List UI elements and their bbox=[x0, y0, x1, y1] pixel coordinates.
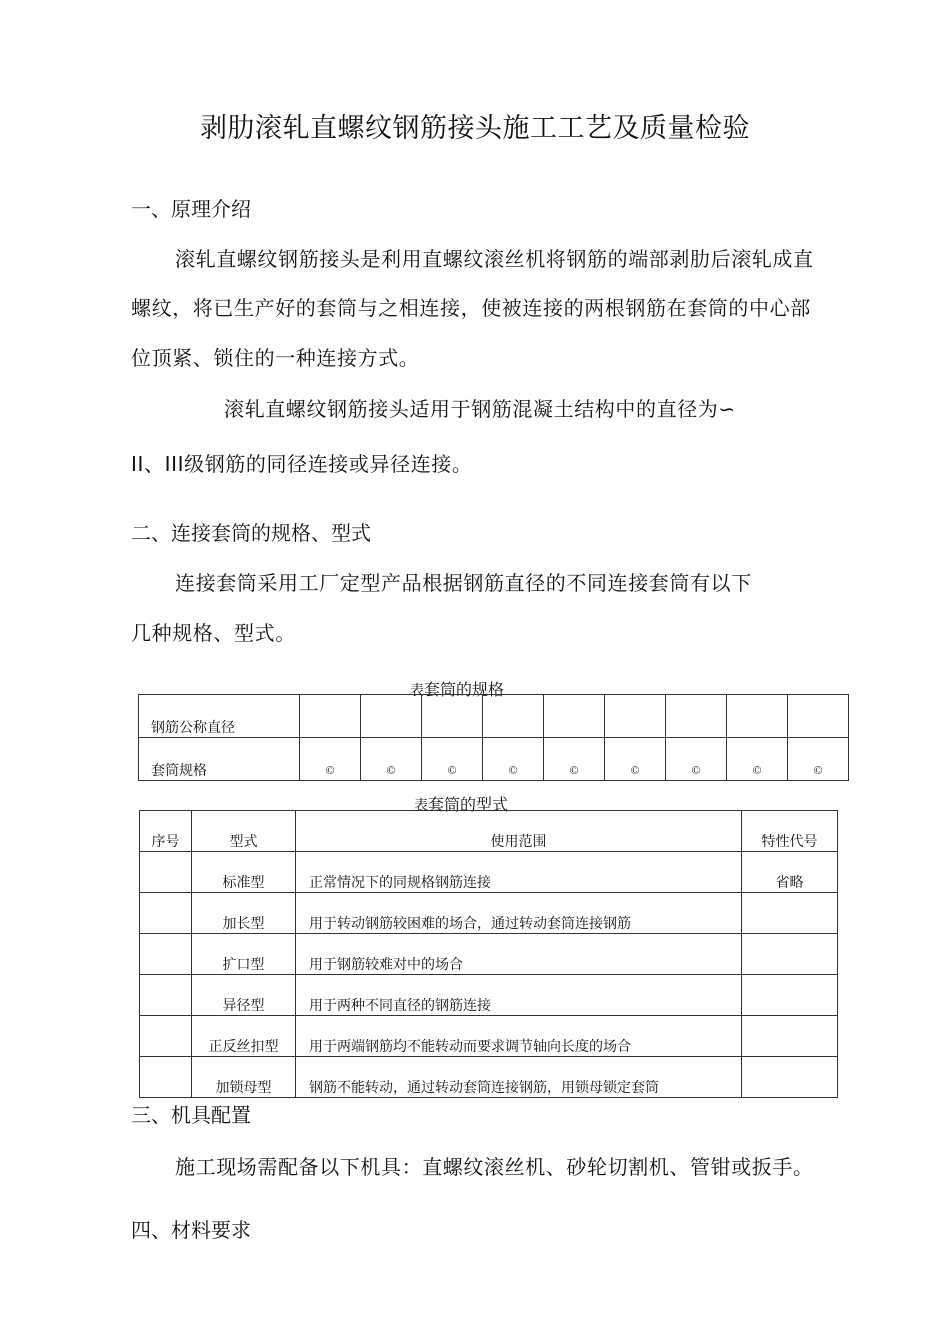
sleeve-spec-table bbox=[138, 694, 849, 781]
table-cell: 正反丝扣型 bbox=[192, 1016, 296, 1057]
table-caption-text: 套筒的型式 bbox=[428, 795, 509, 814]
table-cell: © bbox=[605, 738, 666, 781]
section-heading-sleeve-spec: 二、连接套筒的规格、型式 bbox=[131, 521, 371, 545]
table-header-row bbox=[140, 811, 838, 852]
table-cell bbox=[361, 695, 422, 738]
table-cell: © bbox=[666, 738, 727, 781]
table-cell: 省略 bbox=[742, 852, 838, 893]
table-cell bbox=[727, 695, 788, 738]
table-cell: 扩口型 bbox=[192, 934, 296, 975]
table-cell bbox=[140, 934, 192, 975]
table-cell bbox=[300, 695, 361, 738]
paragraph-line: II、III级钢筋的同径连接或异径连接。 bbox=[131, 452, 473, 476]
row-label: 钢筋公称直径 bbox=[139, 695, 300, 738]
table-caption-prefix: 表 bbox=[410, 683, 424, 699]
table-caption-prefix: 表 bbox=[414, 798, 428, 814]
column-header: 使用范围 bbox=[296, 811, 742, 852]
section-heading-equipment: 三、机具配置 bbox=[131, 1103, 251, 1127]
table-cell bbox=[140, 1057, 192, 1098]
table-cell bbox=[140, 893, 192, 934]
table-cell bbox=[544, 695, 605, 738]
paragraph-line: 滚轧直螺纹钢筋接头是利用直螺纹滚丝机将钢筋的端部剥肋后滚轧成直 bbox=[175, 247, 814, 271]
table-cell bbox=[483, 695, 544, 738]
table-row bbox=[140, 975, 838, 1016]
column-header: 特性代号 bbox=[742, 811, 838, 852]
table-row bbox=[140, 852, 838, 893]
table-cell bbox=[605, 695, 666, 738]
table-cell: 正常情况下的同规格钢筋连接 bbox=[296, 852, 742, 893]
table-cell bbox=[742, 893, 838, 934]
table-row bbox=[139, 738, 849, 781]
table-cell bbox=[140, 975, 192, 1016]
table-cell bbox=[742, 934, 838, 975]
table-cell: © bbox=[788, 738, 849, 781]
column-header: 型式 bbox=[192, 811, 296, 852]
table-cell: 加锁母型 bbox=[192, 1057, 296, 1098]
table-cell: © bbox=[422, 738, 483, 781]
table-cell bbox=[666, 695, 727, 738]
table-cell bbox=[140, 852, 192, 893]
table-row bbox=[140, 1057, 838, 1098]
table-cell: 加长型 bbox=[192, 893, 296, 934]
table-cell: © bbox=[544, 738, 605, 781]
section-heading-materials: 四、材料要求 bbox=[131, 1218, 251, 1242]
column-header: 序号 bbox=[140, 811, 192, 852]
table-row bbox=[140, 934, 838, 975]
table-cell: 用于钢筋较难对中的场合 bbox=[296, 934, 742, 975]
table-cell: © bbox=[361, 738, 422, 781]
paragraph-line: 滚轧直螺纹钢筋接头适用于钢筋混凝土结构中的直径为∽ bbox=[224, 397, 736, 421]
table-cell bbox=[742, 975, 838, 1016]
table-cell: © bbox=[727, 738, 788, 781]
section-heading-principle: 一、原理介绍 bbox=[131, 197, 251, 221]
table-cell: © bbox=[300, 738, 361, 781]
paragraph-line: 位顶紧、锁住的一种连接方式。 bbox=[131, 346, 420, 370]
table-cell bbox=[742, 1016, 838, 1057]
table-cell: 用于两种不同直径的钢筋连接 bbox=[296, 975, 742, 1016]
table-cell bbox=[788, 695, 849, 738]
table-row bbox=[140, 893, 838, 934]
table-cell: 用于两端钢筋均不能转动而要求调节轴向长度的场合 bbox=[296, 1016, 742, 1057]
table-cell: 异径型 bbox=[192, 975, 296, 1016]
table-row bbox=[139, 695, 849, 738]
table-cell: 标准型 bbox=[192, 852, 296, 893]
table-cell bbox=[140, 1016, 192, 1057]
paragraph-line: 几种规格、型式。 bbox=[131, 621, 296, 645]
table-row bbox=[140, 1016, 838, 1057]
page-title: 剥肋滚轧直螺纹钢筋接头施工工艺及质量检验 bbox=[200, 113, 750, 144]
paragraph-line: 连接套筒采用工厂定型产品根据钢筋直径的不同连接套筒有以下 bbox=[175, 571, 752, 595]
paragraph-line: 螺纹，将已生产好的套筒与之相连接，使被连接的两根钢筋在套筒的中心部 bbox=[131, 296, 811, 320]
table-cell bbox=[422, 695, 483, 738]
table-caption-text: 套筒的规格 bbox=[424, 680, 505, 699]
sleeve-type-table bbox=[139, 810, 838, 1098]
row-label: 套筒规格 bbox=[139, 738, 300, 781]
table-cell: 用于转动钢筋较困难的场合，通过转动套筒连接钢筋 bbox=[296, 893, 742, 934]
table-cell bbox=[742, 1057, 838, 1098]
paragraph-line: 施工现场需配备以下机具：直螺纹滚丝机、砂轮切割机、管钳或扳手。 bbox=[175, 1155, 814, 1179]
table-cell: 钢筋不能转动，通过转动套筒连接钢筋，用锁母锁定套筒 bbox=[296, 1057, 742, 1098]
table-cell: © bbox=[483, 738, 544, 781]
